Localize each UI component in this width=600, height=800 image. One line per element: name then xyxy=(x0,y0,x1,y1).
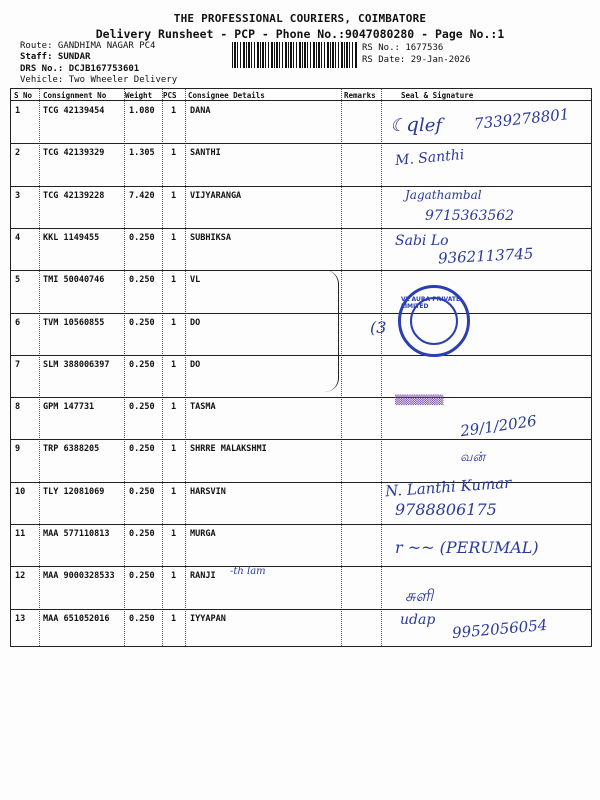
runsheet-subtitle: Delivery Runsheet - PCP - Phone No.:9047080280 - Page No.:1 xyxy=(95,27,505,41)
signature-1: ☾qlef xyxy=(390,112,443,136)
col-weight: Weight xyxy=(125,91,153,100)
cell-pcs: 1 xyxy=(171,190,177,201)
cell-pcs: 1 xyxy=(171,529,177,539)
row-divider xyxy=(11,397,591,398)
handwriting-r13-phone: 9952056054 xyxy=(451,615,549,643)
signature-13: udap xyxy=(400,612,436,628)
company-seal-stamp: VL AURA PRIVATE LIMITED xyxy=(398,285,470,357)
cell-consignee: SANTHI xyxy=(190,148,221,159)
signature-12: -th lam xyxy=(230,566,266,577)
rs-number: RS No.: 1677536 xyxy=(362,43,444,53)
row-divider xyxy=(11,355,591,356)
cell-consignment: MAA 651052016 xyxy=(43,613,110,624)
cell-weight: 0.250 xyxy=(129,402,155,413)
row-divider xyxy=(11,566,591,567)
row-divider xyxy=(11,270,591,271)
cell-weight: 0.250 xyxy=(129,571,155,582)
cell-consignee: TASMA xyxy=(190,402,216,413)
cell-weight: 0.250 xyxy=(129,444,155,455)
cell-sno: 2 xyxy=(15,148,21,159)
cell-consignee: VIJYARANGA xyxy=(190,190,242,201)
cell-consignee: RANJI xyxy=(190,571,216,582)
col-pcs: PCS xyxy=(163,91,177,100)
drs-number: DRS No.: DCJB167753601 xyxy=(20,64,140,74)
row-divider xyxy=(11,143,591,144)
handwriting-r10-name: N. Lanthi Kumar xyxy=(384,473,512,501)
signature-12b: சுளி xyxy=(405,586,434,605)
cell-consignee: HARSVIN xyxy=(190,486,226,497)
cell-pcs: 1 xyxy=(171,402,177,413)
handwriting-r1-phone: 7339278801 xyxy=(473,105,571,133)
cell-weight: 0.250 xyxy=(129,529,155,539)
col-sno: S No xyxy=(14,91,33,100)
cell-pcs: 1 xyxy=(171,232,177,243)
cell-consignee: MURGA xyxy=(190,529,216,539)
cell-weight: 0.250 xyxy=(129,275,155,286)
cell-sno: 8 xyxy=(15,402,21,413)
cell-weight: 0.250 xyxy=(129,317,155,328)
staff-label: Staff: SUNDAR xyxy=(20,52,91,62)
col-consignee: Consignee Details xyxy=(188,91,265,100)
cell-sno: 4 xyxy=(15,232,21,243)
cell-consignee: IYYAPAN xyxy=(190,613,226,624)
cell-sno: 12 xyxy=(15,571,26,582)
cell-pcs: 1 xyxy=(171,613,177,624)
handwriting-r8-date: 29/1/2026 xyxy=(459,411,538,441)
cell-pcs: 1 xyxy=(171,106,177,116)
cell-consignee: DO xyxy=(190,317,201,328)
row-divider xyxy=(11,524,591,525)
cell-consignment: TCG 42139329 xyxy=(43,148,105,159)
cell-pcs: 1 xyxy=(171,148,177,159)
cell-pcs: 1 xyxy=(171,444,177,455)
cell-consignee: DO xyxy=(190,359,201,370)
col-remarks: Remarks xyxy=(344,91,376,100)
cell-sno: 6 xyxy=(15,317,21,328)
stamp-8: ▒▒▒▒▒▒▒ xyxy=(395,396,444,406)
handwriting-r3-name: Jagathambal xyxy=(405,188,482,202)
runsheet-table xyxy=(10,88,592,647)
cell-sno: 9 xyxy=(15,444,21,455)
handwriting-r2: M. Santhi xyxy=(394,147,465,169)
cell-consignment: SLM 388006397 xyxy=(43,359,110,370)
cell-pcs: 1 xyxy=(171,275,177,286)
col-seal-signature: Seal & Signature xyxy=(401,91,474,100)
cell-consignment: GPM 147731 xyxy=(43,402,95,413)
cell-weight: 1.080 xyxy=(129,106,155,116)
cell-consignment: TMI 50040746 xyxy=(43,275,105,286)
row-divider xyxy=(11,313,591,314)
signature-11: r ~~ (PERUMAL) xyxy=(395,538,539,557)
row-divider xyxy=(11,439,591,440)
vehicle-label: Vehicle: Two Wheeler Delivery xyxy=(20,75,178,85)
cell-weight: 0.250 xyxy=(129,486,155,497)
cell-consignment: TVM 10560855 xyxy=(43,317,105,328)
cell-weight: 0.250 xyxy=(129,359,155,370)
route-label: Route: GANDHIMA NAGAR PC4 xyxy=(20,41,156,51)
cell-sno: 1 xyxy=(15,106,21,116)
signature-9: வன் xyxy=(460,450,486,465)
bracket-mark xyxy=(320,270,339,392)
row-divider xyxy=(11,609,591,610)
cell-sno: 7 xyxy=(15,359,21,370)
handwriting-r3-phone: 9715363562 xyxy=(425,208,515,224)
row-divider xyxy=(11,228,591,229)
cell-consignment: TLY 12081069 xyxy=(43,486,105,497)
signature-4: Sabi Lo xyxy=(395,233,449,249)
cell-consignee: SHRRE MALAKSHMI xyxy=(190,444,267,455)
cell-consignee: SUBHIKSA xyxy=(190,232,231,243)
cell-sno: 5 xyxy=(15,275,21,286)
cell-consignee: DANA xyxy=(190,106,211,116)
cell-consignment: KKL 1149455 xyxy=(43,232,100,243)
cell-sno: 3 xyxy=(15,190,21,201)
cell-pcs: 1 xyxy=(171,571,177,582)
cell-consignment: TCG 42139228 xyxy=(43,190,105,201)
cell-sno: 13 xyxy=(15,613,26,624)
cell-weight: 0.250 xyxy=(129,232,155,243)
cell-weight: 0.250 xyxy=(129,613,155,624)
company-title: THE PROFESSIONAL COURIERS, COIMBATORE xyxy=(173,12,427,25)
cell-pcs: 1 xyxy=(171,317,177,328)
cell-consignment: TRP 6388205 xyxy=(43,444,100,455)
cell-sno: 10 xyxy=(15,486,26,497)
cell-consignment: MAA 577110813 xyxy=(43,529,110,539)
barcode xyxy=(232,42,357,68)
cell-pcs: 1 xyxy=(171,486,177,497)
handwriting-r4-phone: 9362113745 xyxy=(437,244,534,268)
signature-6: (3 xyxy=(370,318,387,337)
rs-date: RS Date: 29-Jan-2026 xyxy=(362,55,471,65)
cell-sno: 11 xyxy=(15,529,26,539)
col-consignment: Consignment No xyxy=(43,91,107,100)
cell-pcs: 1 xyxy=(171,359,177,370)
cell-consignee: VL xyxy=(190,275,201,286)
cell-consignment: TCG 42139454 xyxy=(43,106,105,116)
cell-weight: 1.305 xyxy=(129,148,155,159)
handwriting-r10-phone: 9788806175 xyxy=(395,500,497,519)
cell-consignment: MAA 9000328533 xyxy=(43,571,115,582)
cell-weight: 7.420 xyxy=(129,190,155,201)
row-divider xyxy=(11,186,591,187)
